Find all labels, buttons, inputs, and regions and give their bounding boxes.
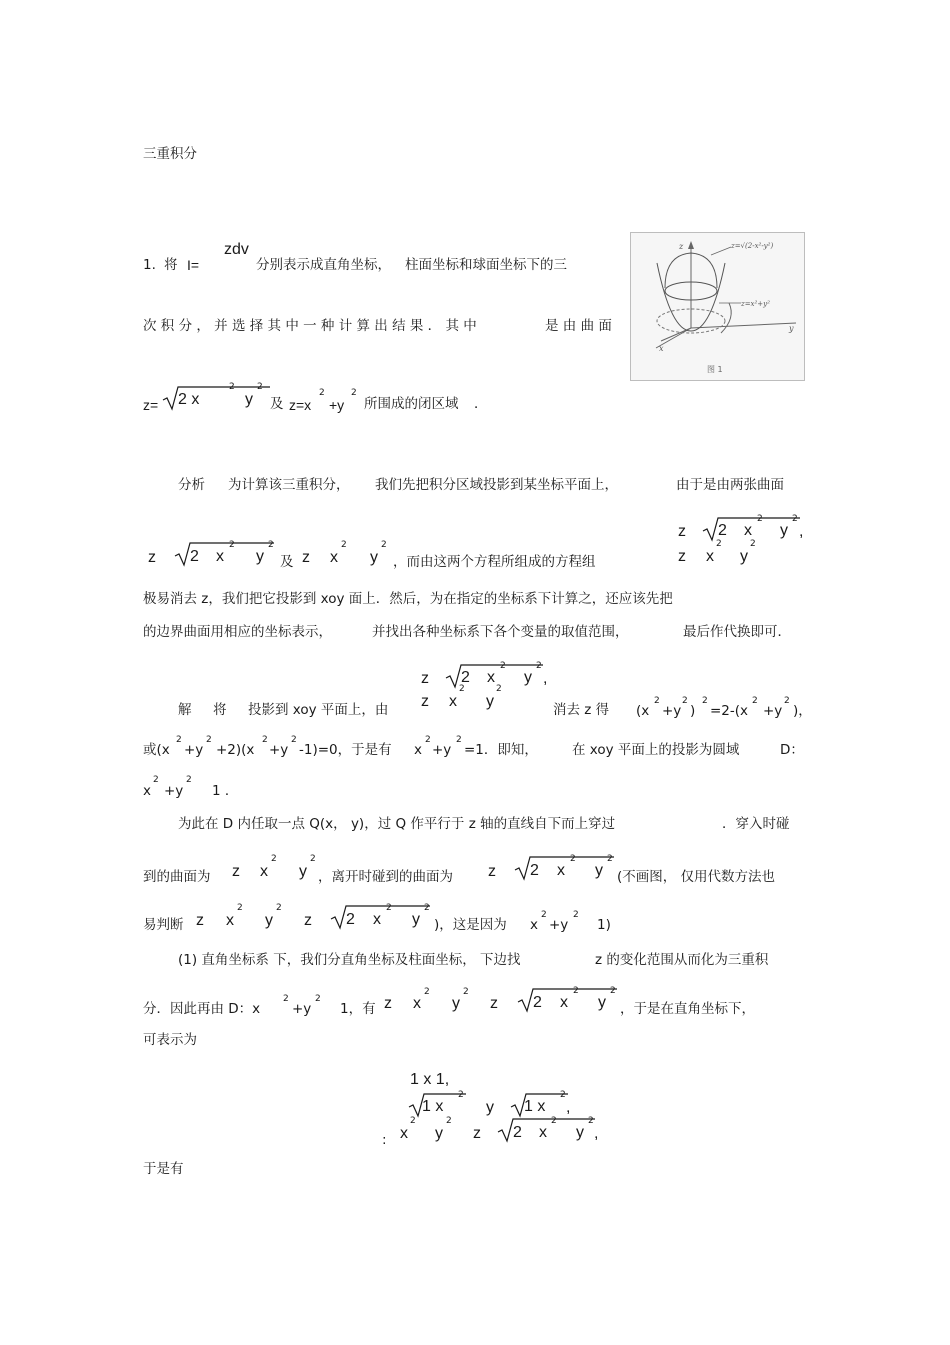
var-z: z — [304, 912, 312, 929]
exponent: 2 — [792, 514, 798, 524]
solution-text-1: 投影到 xoy 平面上，由 — [248, 702, 389, 718]
exponent: 2 — [446, 1116, 452, 1126]
radicand-y: y — [245, 391, 253, 408]
equation-part: +y — [662, 703, 682, 719]
problem-line-2: 次 积 分 ， 并 选 择 其 中 一 种 计 算 出 结 果 ． 其 中 — [143, 318, 477, 334]
solution-text-10: )，这是因为 — [434, 917, 507, 933]
analysis-text-4: ，而由这两个方程所组成的方程组 — [393, 554, 596, 570]
comma: , — [799, 523, 804, 540]
x-axis-label: x — [659, 344, 664, 353]
exponent: 2 — [573, 986, 579, 996]
exponent: 2 — [381, 540, 387, 550]
analysis-text-5: 极易消去 z，我们把它投影到 xoy 面上．然后，为在指定的坐标系下计算之，还应该先把 — [143, 591, 673, 607]
solution-verb: 将 — [213, 702, 227, 718]
comma: , — [594, 1125, 599, 1142]
var-y: y — [780, 522, 788, 539]
exponent: 2 — [551, 1116, 557, 1126]
exponent: 2 — [257, 382, 263, 392]
exponent: 2 — [283, 994, 289, 1004]
problem-text-1: 分别表示成直角坐标， — [256, 257, 391, 273]
equation-part: +y — [292, 1001, 312, 1017]
var-x: x — [487, 669, 495, 686]
exponent: 2 — [541, 910, 547, 920]
exponent: 2 — [153, 775, 159, 785]
var-y: y — [595, 862, 603, 879]
exponent: 2 — [459, 684, 465, 694]
var-z: z — [384, 995, 392, 1012]
const-2: 2 — [530, 862, 539, 879]
const-2: 2 — [346, 911, 355, 928]
equation-part: =2-(x — [710, 703, 749, 719]
region-d-label: D： — [780, 742, 804, 758]
var-x: x — [539, 1124, 547, 1141]
var-y: y — [576, 1124, 584, 1141]
exponent: 2 — [276, 903, 282, 913]
equation-part: +y — [549, 917, 569, 933]
figure-caption: 图 1 — [707, 365, 723, 374]
var-x: x — [216, 548, 224, 565]
exponent: 2 — [237, 903, 243, 913]
and-word: 及 — [280, 554, 294, 570]
exponent: 2 — [560, 1090, 566, 1100]
exponent: 2 — [268, 540, 274, 550]
problem-verb: 将 — [164, 257, 178, 273]
exponent: 2 — [752, 696, 758, 706]
system-row-2-left: 1 x — [422, 1098, 444, 1115]
exponent: 2 — [573, 910, 579, 920]
exponent: 2 — [716, 539, 722, 549]
exponent: 2 — [750, 539, 756, 549]
var-z: z — [678, 548, 686, 565]
var-x: x — [744, 522, 752, 539]
solution-label: 解 — [178, 702, 192, 718]
analysis-text-3: 由于是由两张曲面 — [676, 477, 784, 493]
sphere-equation-label: z=√(2-x²-y²) — [731, 242, 774, 250]
paraboloid-equation-label: z=x²+y² — [741, 300, 770, 308]
paraboloid-plus-y: +y — [329, 397, 345, 413]
var-z: z — [678, 523, 686, 540]
analysis-text-7: 并找出各种坐标系下各个变量的取值范围， — [372, 624, 629, 640]
var-x: x — [413, 995, 421, 1012]
solution-text-6: 到的曲面为 — [143, 869, 211, 885]
var-y: y — [256, 548, 264, 565]
exponent: 2 — [784, 696, 790, 706]
exponent: 2 — [424, 903, 430, 913]
equation-part: ) — [690, 703, 696, 719]
var-z: z — [488, 863, 496, 880]
var-x: x — [449, 693, 457, 710]
exponent: 2 — [757, 514, 763, 524]
var-z: z — [421, 670, 429, 687]
exponent: 2 — [262, 735, 268, 745]
exponent: 2 — [229, 382, 235, 392]
exponent: 2 — [310, 854, 316, 864]
equation-part: 或(x — [143, 742, 170, 758]
paraboloid-eq: z=x — [289, 397, 312, 413]
integral-label: I= — [187, 257, 200, 273]
equation-part: +y — [763, 703, 783, 719]
var-y: y — [265, 912, 273, 929]
exponent: 2 — [570, 854, 576, 864]
const-2: 2 — [533, 994, 542, 1011]
radicand: 2 x — [178, 391, 200, 408]
var-y: y — [452, 995, 460, 1012]
and-word: 及 — [270, 396, 284, 412]
omega-colon: : — [382, 1132, 387, 1148]
var-x: x — [260, 863, 268, 880]
var-z: z — [196, 912, 204, 929]
equation-part: )， — [793, 703, 812, 719]
solution-text-5: ．穿入时碰 — [722, 816, 790, 832]
var-x: x — [330, 549, 338, 566]
y-axis-label: y — [789, 324, 794, 333]
exponent: 2 — [315, 994, 321, 1004]
exponent: 2 — [496, 684, 502, 694]
system-row-2-right: 1 x — [524, 1098, 546, 1115]
problem-number: 1. — [143, 257, 156, 273]
equation-part: -1)=0，于是有 — [299, 742, 392, 758]
problem-text-2: 柱面坐标和球面坐标下的三 — [405, 257, 567, 273]
solution-text-15: 可表示为 — [143, 1032, 197, 1048]
var-y: y — [486, 1099, 494, 1116]
exponent: 2 — [463, 987, 469, 997]
equation-part: x — [414, 742, 422, 758]
exponent: 2 — [410, 1116, 416, 1126]
var-y: y — [740, 548, 748, 565]
exponent: 2 — [588, 1116, 594, 1126]
var-z: z — [148, 549, 156, 566]
var-z: z — [232, 863, 240, 880]
equation-part: 1，有 — [340, 1001, 376, 1017]
equation-part: 1 ． — [212, 783, 239, 799]
exponent: 2 — [351, 388, 357, 398]
solution-text-2: 消去 z 得 — [553, 702, 610, 718]
var-y: y — [486, 693, 494, 710]
exponent: 2 — [341, 540, 347, 550]
period: ． — [474, 396, 488, 412]
equation-part: =1．即知， — [464, 742, 538, 758]
exponent: 2 — [271, 854, 277, 864]
exponent: 2 — [682, 696, 688, 706]
var-z: z — [490, 995, 498, 1012]
exponent: 2 — [610, 986, 616, 996]
comma: , — [566, 1099, 571, 1116]
figure-drawing — [631, 233, 804, 380]
analysis-text-1: 为计算该三重积分， — [228, 477, 350, 493]
exponent: 2 — [206, 735, 212, 745]
solution-text-7: ，离开时碰到的曲面为 — [318, 869, 453, 885]
solution-text-11: (1) 直角坐标系 下，我们分直角坐标及柱面坐标， 下边找 — [178, 952, 521, 968]
exponent: 2 — [386, 903, 392, 913]
exponent: 2 — [424, 987, 430, 997]
solution-text-9: 易判断 — [143, 917, 184, 933]
var-x: x — [560, 994, 568, 1011]
system-row-1: 1 x 1, — [410, 1071, 450, 1088]
const-2: 2 — [718, 522, 727, 539]
analysis-text-6: 的边界曲面用相应的坐标表示， — [143, 624, 332, 640]
exponent: 2 — [229, 540, 235, 550]
var-y: y — [598, 994, 606, 1011]
var-y: y — [435, 1125, 443, 1142]
const-2: 2 — [190, 548, 199, 565]
exponent: 2 — [456, 735, 462, 745]
var-z: z — [421, 693, 429, 710]
solution-text-3: 在 xoy 平面上的投影为圆域 — [572, 742, 740, 758]
var-x: x — [706, 548, 714, 565]
enclosed-region: 所围成的闭区域 — [364, 396, 459, 412]
exponent: 2 — [500, 661, 506, 671]
analysis-text-8: 最后作代换即可． — [683, 624, 791, 640]
exponent: 2 — [176, 735, 182, 745]
equation-part: +y — [164, 783, 184, 799]
analysis-label: 分析 — [178, 477, 205, 493]
equation-part: x — [530, 917, 538, 933]
equation-part: +y — [432, 742, 452, 758]
closing-text: 于是有 — [143, 1161, 184, 1177]
const-2: 2 — [513, 1124, 522, 1141]
equation-part: +y — [184, 742, 204, 758]
var-y: y — [299, 863, 307, 880]
exponent: 2 — [702, 696, 708, 706]
var-x: x — [226, 912, 234, 929]
equation-part: +2)(x — [216, 742, 255, 758]
exponent: 2 — [607, 854, 613, 864]
problem-z-eq: z= — [143, 397, 159, 413]
page-title: 三重积分 — [143, 146, 197, 162]
equation-part: x — [143, 783, 151, 799]
exponent: 2 — [186, 775, 192, 785]
var-x: x — [373, 911, 381, 928]
var-y: y — [370, 549, 378, 566]
var-z: z — [473, 1125, 481, 1142]
exponent: 2 — [425, 735, 431, 745]
solution-text-4: 为此在 D 内任取一点 Q(x， y)，过 Q 作平行于 z 轴的直线自下而上穿过 — [178, 816, 616, 832]
equation-part: 1) — [597, 917, 611, 933]
var-y: y — [524, 669, 532, 686]
exponent: 2 — [319, 388, 325, 398]
problem-line-2b: 是 由 曲 面 — [545, 318, 612, 334]
equation-part: +y — [269, 742, 289, 758]
z-axis-label: z — [679, 242, 684, 251]
const-2: 2 — [461, 669, 470, 686]
solution-text-8: (不画图， 仅用代数方法也 — [617, 869, 776, 885]
solution-text-14: ，于是在直角坐标下， — [620, 1001, 755, 1017]
solution-text-12: z 的变化范围从而化为三重积 — [595, 952, 769, 968]
var-z: z — [302, 549, 310, 566]
exponent: 2 — [291, 735, 297, 745]
integrand: zdv — [224, 241, 249, 258]
var-y: y — [412, 911, 420, 928]
analysis-text-2: 我们先把积分区域投影到某坐标平面上， — [375, 477, 618, 493]
var-x: x — [400, 1125, 408, 1142]
exponent: 2 — [458, 1090, 464, 1100]
var-x: x — [557, 862, 565, 879]
solution-text-13: 分．因此再由 D：x — [143, 1001, 261, 1017]
exponent: 2 — [536, 661, 542, 671]
equation-part: (x — [636, 703, 650, 719]
exponent: 2 — [654, 696, 660, 706]
comma: , — [543, 670, 548, 687]
figure-1 — [630, 232, 805, 381]
